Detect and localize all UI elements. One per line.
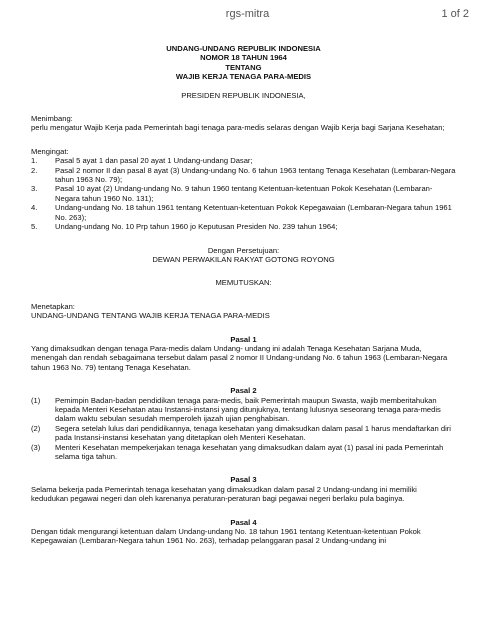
pasal-1-text: Yang dimaksudkan dengan tenaga Para-medis dalam Undang- undang ini adalah Tenaga Kesehatan Sarjana Muda, menengah dan rendah sebagaimana tersebut dalam pasal 2 nomor II Undang-undang No. 6 tahun 1963 (Lembaran-Negara tahun 1963 No. 79) tentang Tenaga Kesehatan. bbox=[31, 343, 448, 372]
menimbang-text: perlu mengatur Wajib Kerja pada Pemerintah bagi tenaga para-medis selaras dengan Wajib Kerja bagi Sarjana Kesehatan; bbox=[31, 123, 445, 133]
memutuskan-heading: MEMUTUSKAN: bbox=[215, 278, 272, 288]
ayat-number: (1) bbox=[31, 395, 41, 405]
mengingat-item bbox=[31, 156, 456, 165]
pasal-2-ayat bbox=[31, 396, 456, 424]
mengingat-item bbox=[31, 203, 456, 222]
pasal-4-heading: Pasal 4 bbox=[230, 517, 257, 527]
ayat-text: Menteri Kesehatan mempekerjakan tenaga kesehatan yang dimaksudkan dalam ayat (1) pasal ini pada Pemerintah selama tiga tahun. bbox=[55, 442, 444, 461]
item-number: 5. bbox=[31, 222, 38, 232]
ayat-text: Segera setelah lulus dari pendidikannya, tenaga kesehatan yang dimaksudkan dalam pasal 1 harus mendaftarkan diri pada Instansi-instansi kesehatan yang ditetapkan oleh Menteri Kesehatan. bbox=[55, 423, 451, 443]
pasal-2-heading: Pasal 2 bbox=[230, 386, 257, 396]
ayat-number: (2) bbox=[31, 423, 41, 433]
item-text: Pasal 10 ayat (2) Undang-undang No. 9 tahun 1960 tentang Ketentuan-ketentuan Pokok Kesehatan (Lembaran-Negara tahun 1960 No. 131); bbox=[55, 184, 433, 203]
mengingat-item bbox=[31, 166, 456, 185]
pasal-1-heading: Pasal 1 bbox=[230, 334, 257, 344]
pasal-2-ayat bbox=[31, 424, 456, 443]
menimbang-label: Menimbang: bbox=[31, 114, 73, 124]
site-name: rgs-mitra bbox=[225, 8, 270, 20]
title-line-1: UNDANG-UNDANG REPUBLIK INDONESIA bbox=[166, 44, 321, 53]
item-number: 3. bbox=[31, 184, 38, 194]
menetapkan-label: Menetapkan: bbox=[31, 301, 75, 311]
mengingat-label: Mengingat: bbox=[31, 146, 69, 156]
persetujuan-label: Dengan Persetujuan: bbox=[207, 245, 280, 255]
item-text: Undang-undang No. 10 Prp tahun 1960 jo Keputusan Presiden No. 239 tahun 1964; bbox=[55, 222, 338, 232]
pasal-2-ayat bbox=[31, 443, 456, 462]
mengingat-item bbox=[31, 184, 456, 203]
ayat-text: Pemimpin Badan-badan pendidikan tenaga para-medis, baik Pemerintah maupun Swasta, wajib memberitahukan kepada Menteri Kesehatan atau Instansi-instansi yang ditunjuknya, tentang lulusnya seseorang tenaga para-medis dalam waktu sebulan sesudah memperoleh ijazah ujian penghabisan. bbox=[55, 395, 441, 424]
item-text: Pasal 2 nomor II dan pasal 8 ayat (3) Undang-undang No. 6 tahun 1963 tentang Tenaga Kesehatan (Lembaran-Negara tahun 1963 No. 79); bbox=[55, 165, 456, 185]
persetujuan-body: DEWAN PERWAKILAN RAKYAT GOTONG ROYONG bbox=[152, 254, 335, 264]
pasal-3-heading: Pasal 3 bbox=[230, 475, 257, 485]
document-body bbox=[31, 44, 456, 546]
title-line-3: TENTANG bbox=[225, 62, 262, 72]
title-line-4: WAJIB KERJA TENAGA PARA-MEDIS bbox=[175, 72, 312, 82]
item-text: Undang-undang No. 18 tahun 1961 tentang Ketentuan-ketentuan Pokok Kepegawaian (Lembaran-Negara tahun 1961 No. 263); bbox=[55, 203, 452, 222]
item-number: 4. bbox=[31, 203, 38, 213]
item-text: Pasal 5 ayat 1 dan pasal 20 ayat 1 Undang-undang Dasar; bbox=[55, 156, 253, 166]
pasal-3-text: Selama bekerja pada Pemerintah tenaga kesehatan yang dimaksudkan dalam pasal 2 Undang-undang ini memiliki kedudukan pegawai negeri dan oleh karenanya peraturan-peraturan bagi pegawai negeri berlaku pula baginya. bbox=[31, 484, 417, 504]
page-number: 1 of 2 bbox=[441, 8, 469, 20]
ayat-number: (3) bbox=[31, 442, 41, 452]
pasal-4-text: Dengan tidak mengurangi ketentuan dalam Undang-undang No. 18 tahun 1961 tentang Ketentuan-ketentuan Pokok Kepegawaian (Lembaran-Negara tahun 1961 No. 263), terhadap pelanggaran pasal 2 Undang-undang ini bbox=[31, 527, 421, 546]
president-line: PRESIDEN REPUBLIK INDONESIA, bbox=[181, 90, 306, 100]
mengingat-item bbox=[31, 222, 456, 231]
item-number: 2. bbox=[31, 165, 38, 175]
item-number: 1. bbox=[31, 156, 38, 166]
title-line-2: NOMOR 18 TAHUN 1964 bbox=[200, 53, 287, 63]
menetapkan-text: UNDANG-UNDANG TENTANG WAJIB KERJA TENAGA PARA-MEDIS bbox=[31, 311, 270, 321]
